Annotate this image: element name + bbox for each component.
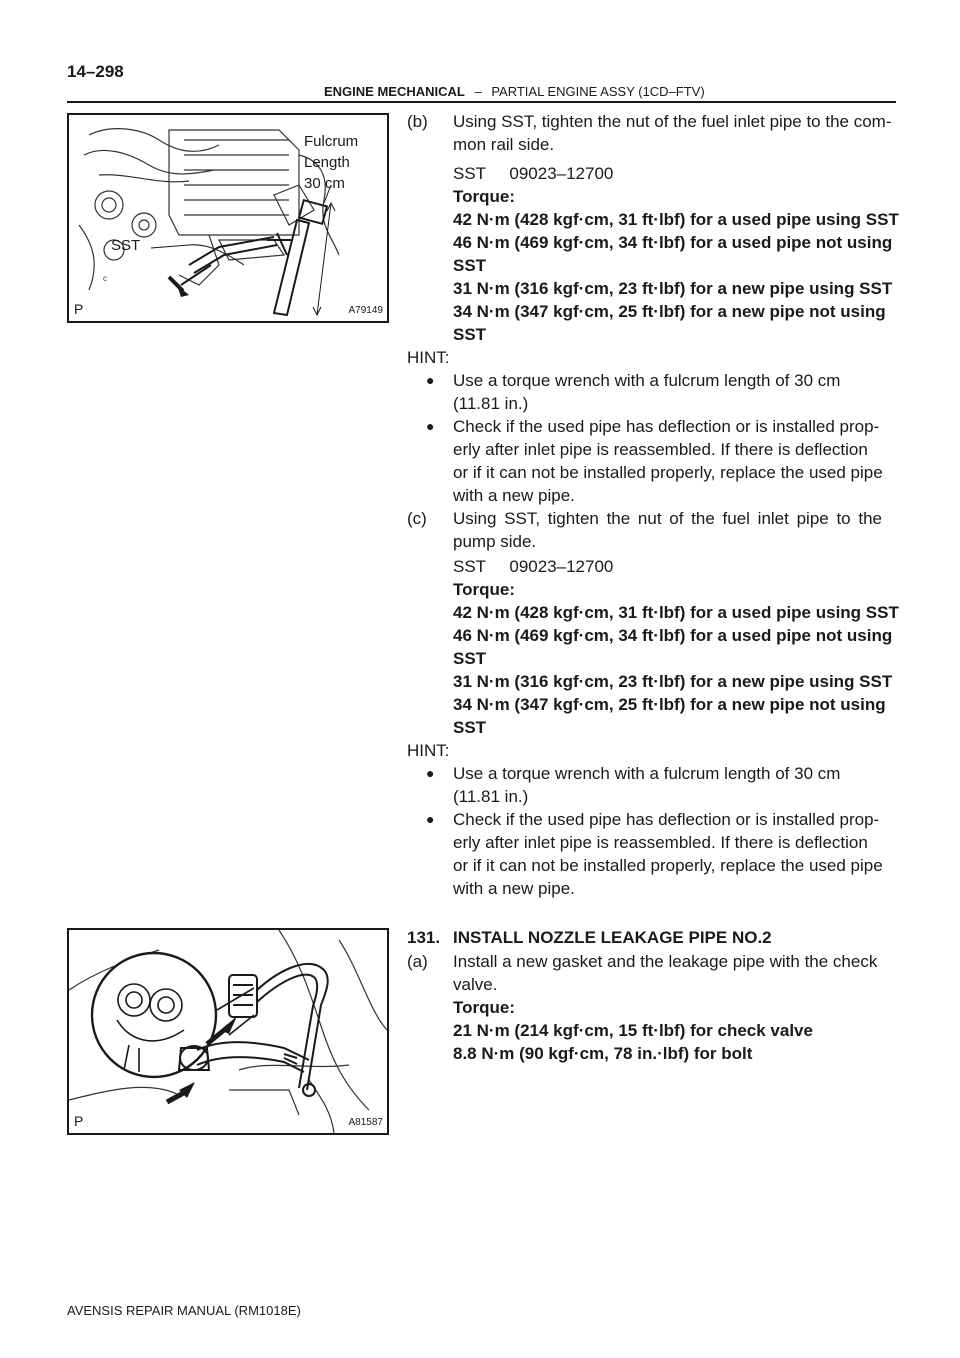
hint1-b2-l3: or if it can not be installed properly, replace the used pipe (453, 463, 883, 482)
fulcrum-line-3: 30 cm (304, 175, 345, 192)
hint1-bullet-1-dot: ● (426, 372, 435, 388)
header-title (324, 84, 705, 99)
footer-manual-id: AVENSIS REPAIR MANUAL (RM1018E) (67, 1303, 301, 1318)
svg-text:c: c (103, 274, 107, 283)
step-c-torque-label: Torque: (453, 580, 516, 599)
hint1-b1-l2: (11.81 in.) (453, 394, 529, 413)
hint2-label: HINT: (407, 741, 450, 760)
hint2-b2-l4: with a new pipe. (453, 879, 575, 898)
hint2-b2-l3: or if it can not be installed properly, replace the used pipe (453, 856, 883, 875)
fulcrum-line-2: Length (304, 154, 350, 171)
step-b-torque-1: 42 N·m (428 kgf·cm, 31 ft·lbf) for a used pipe using SST (453, 210, 899, 229)
figure1-p-mark: P (74, 301, 84, 317)
step-b-torque-3: SST (453, 256, 487, 275)
step-131-number: 131. (407, 928, 441, 947)
step-c-torque-3: SST (453, 649, 487, 668)
step-a-marker: (a) (407, 952, 428, 971)
step-b-torque-6: SST (453, 325, 487, 344)
sst-label: SST (111, 237, 141, 254)
hint1-label: HINT: (407, 348, 450, 367)
leakage-pipe-illustration (69, 930, 387, 1133)
figure-fuel-inlet-pipe (67, 113, 389, 323)
hint1-b2-l1: Check if the used pipe has deflection or is installed prop- (453, 417, 880, 436)
hint1-bullet-2-dot: ● (426, 418, 435, 434)
step-c-line-1: Using SST, tighten the nut of the fuel inlet pipe to the (453, 509, 882, 528)
figure2-p-mark: P (74, 1113, 84, 1129)
hint2-b2-l2: erly after inlet pipe is reassembled. If there is deflection (453, 833, 868, 852)
step-c-line-2: pump side. (453, 532, 537, 551)
step-a-line-2: valve. (453, 975, 498, 994)
hint1-b2-l4: with a new pipe. (453, 486, 575, 505)
step-b-torque-4: 31 N·m (316 kgf·cm, 23 ft·lbf) for a new pipe using SST (453, 279, 893, 298)
page-number: 14–298 (67, 62, 124, 81)
step-a-torque-label: Torque: (453, 998, 516, 1017)
step-b-torque-label: Torque: (453, 187, 516, 206)
step-b-torque-5: 34 N·m (347 kgf·cm, 25 ft·lbf) for a new pipe not using (453, 302, 886, 321)
step-a-line-1: Install a new gasket and the leakage pipe with the check (453, 952, 878, 971)
fulcrum-label (304, 131, 358, 194)
step-c-torque-5: 34 N·m (347 kgf·cm, 25 ft·lbf) for a new pipe not using (453, 695, 886, 714)
step-b-line-1: Using SST, tighten the nut of the fuel inlet pipe to the com- (453, 112, 892, 131)
header-section: ENGINE MECHANICAL (324, 84, 465, 99)
step-c-marker: (c) (407, 509, 427, 528)
step-b-marker: (b) (407, 112, 428, 131)
step-c-sst: SST 09023–12700 (453, 557, 614, 576)
fulcrum-line-1: Fulcrum (304, 133, 359, 150)
step-a-torque-2: 8.8 N·m (90 kgf·cm, 78 in.·lbf) for bolt (453, 1044, 753, 1063)
step-c-torque-4: 31 N·m (316 kgf·cm, 23 ft·lbf) for a new pipe using SST (453, 672, 893, 691)
hint1-b2-l2: erly after inlet pipe is reassembled. If there is deflection (453, 440, 868, 459)
figure2-id: A81587 (348, 1117, 383, 1128)
hint2-bullet-1-dot: ● (426, 765, 435, 781)
hint1-b1-l1: Use a torque wrench with a fulcrum length of 30 cm (453, 371, 841, 390)
step-c-torque-1: 42 N·m (428 kgf·cm, 31 ft·lbf) for a used pipe using SST (453, 603, 899, 622)
header-separator: – (474, 84, 482, 99)
hint2-b1-l1: Use a torque wrench with a fulcrum length of 30 cm (453, 764, 841, 783)
step-b-sst: SST 09023–12700 (453, 164, 614, 183)
step-b-line-2: mon rail side. (453, 135, 555, 154)
header-subsection: PARTIAL ENGINE ASSY (1CD–FTV) (491, 84, 705, 99)
step-131-title: INSTALL NOZZLE LEAKAGE PIPE NO.2 (453, 928, 772, 947)
step-c-torque-6: SST (453, 718, 487, 737)
step-b-torque-2: 46 N·m (469 kgf·cm, 34 ft·lbf) for a used pipe not using (453, 233, 893, 252)
step-c-torque-2: 46 N·m (469 kgf·cm, 34 ft·lbf) for a used pipe not using (453, 626, 893, 645)
hint2-bullet-2-dot: ● (426, 811, 435, 827)
step-a-torque-1: 21 N·m (214 kgf·cm, 15 ft·lbf) for check valve (453, 1021, 813, 1040)
hint2-b1-l2: (11.81 in.) (453, 787, 529, 806)
figure1-id: A79149 (348, 305, 383, 316)
header-rule (67, 101, 896, 103)
hint2-b2-l1: Check if the used pipe has deflection or is installed prop- (453, 810, 880, 829)
figure-nozzle-leakage-pipe (67, 928, 389, 1135)
